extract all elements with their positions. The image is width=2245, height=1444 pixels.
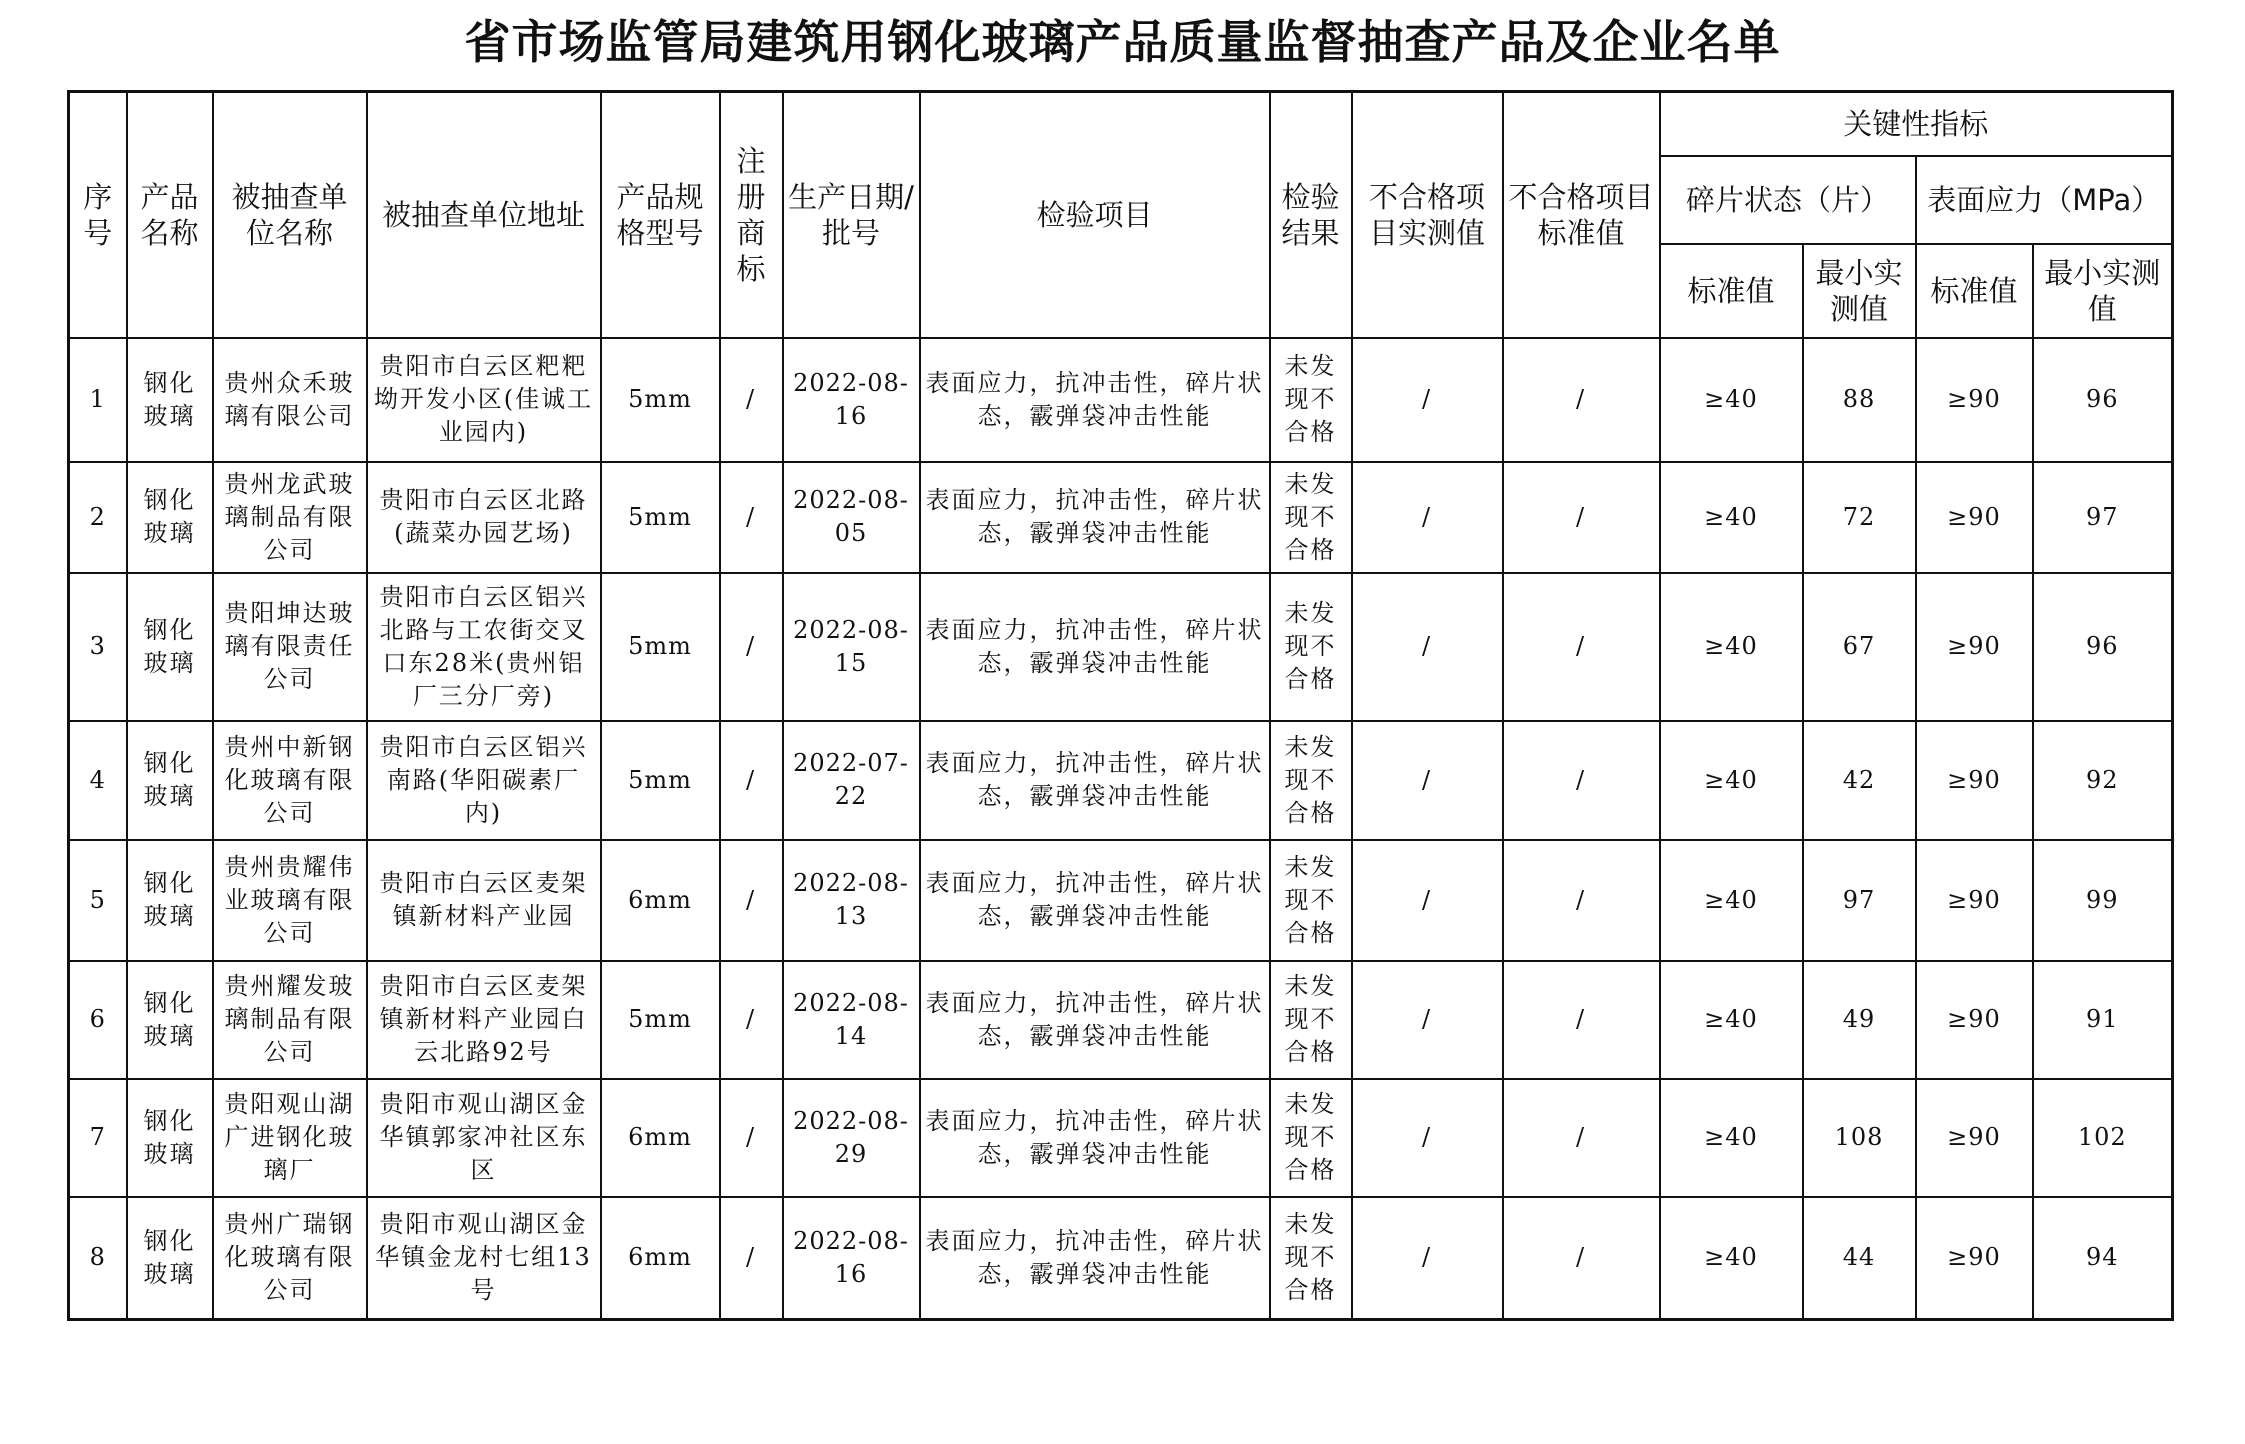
table-row [69,961,2173,1079]
table-row [69,721,2173,840]
cell-spec: 5mm [601,721,720,840]
cell-product: 钢化玻璃 [127,338,213,462]
cell-result: 未发现不合格 [1270,721,1352,840]
cell-result: 未发现不合格 [1270,338,1352,462]
cell-address: 贵阳市白云区铝兴南路(华阳碳素厂内) [367,721,601,840]
cell-fail-measured: / [1352,462,1503,573]
header-key-indicators: 关键性指标 [1660,92,2173,156]
cell-result: 未发现不合格 [1270,840,1352,961]
cell-fail-measured: / [1352,1197,1503,1320]
cell-result: 未发现不合格 [1270,961,1352,1079]
cell-seq: 7 [69,1079,127,1197]
header-fail-measured: 不合格项目实测值 [1352,92,1503,338]
cell-trademark: / [720,840,783,961]
cell-frag-min: 88 [1803,338,1916,462]
cell-stress-min: 96 [2033,573,2173,721]
header-inspection-items: 检验项目 [920,92,1270,338]
cell-date: 2022-08-13 [783,840,920,961]
cell-date: 2022-08-05 [783,462,920,573]
cell-stress-std: ≥90 [1916,1197,2033,1320]
cell-frag-std: ≥40 [1660,462,1803,573]
cell-result: 未发现不合格 [1270,462,1352,573]
cell-stress-min: 91 [2033,961,2173,1079]
cell-trademark: / [720,721,783,840]
cell-company: 贵州广瑞钢化玻璃有限公司 [213,1197,367,1320]
cell-trademark: / [720,1197,783,1320]
table-row [69,840,2173,961]
header-stress-standard: 标准值 [1916,244,2033,338]
cell-product: 钢化玻璃 [127,1079,213,1197]
cell-address: 贵阳市白云区粑粑坳开发小区(佳诚工业园内) [367,338,601,462]
cell-frag-min: 49 [1803,961,1916,1079]
cell-spec: 6mm [601,1079,720,1197]
cell-address: 贵阳市白云区麦架镇新材料产业园 [367,840,601,961]
cell-stress-min: 96 [2033,338,2173,462]
table-row [69,1197,2173,1320]
cell-fail-standard: / [1503,721,1660,840]
cell-company: 贵阳坤达玻璃有限责任公司 [213,573,367,721]
cell-frag-std: ≥40 [1660,1079,1803,1197]
header-trademark: 注册商标 [720,92,783,338]
cell-stress-min: 97 [2033,462,2173,573]
cell-stress-std: ≥90 [1916,961,2033,1079]
cell-stress-min: 102 [2033,1079,2173,1197]
cell-trademark: / [720,462,783,573]
cell-fail-standard: / [1503,1079,1660,1197]
cell-items: 表面应力，抗冲击性，碎片状态，霰弹袋冲击性能 [920,961,1270,1079]
header-seq: 序号 [69,92,127,338]
cell-seq: 1 [69,338,127,462]
cell-company: 贵州贵耀伟业玻璃有限公司 [213,840,367,961]
cell-fail-measured: / [1352,721,1503,840]
inspection-table [67,90,2174,1321]
page-title: 省市场监管局建筑用钢化玻璃产品质量监督抽查产品及企业名单 [464,15,1781,69]
cell-stress-min: 92 [2033,721,2173,840]
cell-fail-measured: / [1352,573,1503,721]
table-row [69,462,2173,573]
cell-date: 2022-07-22 [783,721,920,840]
cell-items: 表面应力，抗冲击性，碎片状态，霰弹袋冲击性能 [920,1079,1270,1197]
cell-spec: 6mm [601,1197,720,1320]
header-production-date: 生产日期/批号 [783,92,920,338]
cell-seq: 2 [69,462,127,573]
table-row [69,1079,2173,1197]
cell-frag-std: ≥40 [1660,961,1803,1079]
cell-address: 贵阳市白云区北路(蔬菜办园艺场) [367,462,601,573]
header-fragment-standard: 标准值 [1660,244,1803,338]
cell-fail-measured: / [1352,338,1503,462]
cell-date: 2022-08-29 [783,1079,920,1197]
cell-company: 贵州众禾玻璃有限公司 [213,338,367,462]
header-spec-model: 产品规格型号 [601,92,720,338]
cell-frag-min: 72 [1803,462,1916,573]
header-stress-min: 最小实测值 [2033,244,2173,338]
header-surface-stress: 表面应力（MPa） [1916,156,2173,244]
cell-frag-min: 67 [1803,573,1916,721]
cell-seq: 6 [69,961,127,1079]
cell-stress-min: 99 [2033,840,2173,961]
cell-stress-std: ≥90 [1916,840,2033,961]
header-company-address: 被抽查单位地址 [367,92,601,338]
cell-date: 2022-08-16 [783,1197,920,1320]
cell-trademark: / [720,573,783,721]
cell-seq: 3 [69,573,127,721]
cell-spec: 6mm [601,840,720,961]
cell-stress-std: ≥90 [1916,721,2033,840]
cell-result: 未发现不合格 [1270,1079,1352,1197]
cell-items: 表面应力，抗冲击性，碎片状态，霰弹袋冲击性能 [920,1197,1270,1320]
cell-company: 贵州龙武玻璃制品有限公司 [213,462,367,573]
cell-items: 表面应力，抗冲击性，碎片状态，霰弹袋冲击性能 [920,338,1270,462]
cell-frag-std: ≥40 [1660,573,1803,721]
cell-frag-std: ≥40 [1660,721,1803,840]
cell-fail-measured: / [1352,1079,1503,1197]
cell-seq: 4 [69,721,127,840]
cell-date: 2022-08-15 [783,573,920,721]
cell-spec: 5mm [601,462,720,573]
cell-spec: 5mm [601,961,720,1079]
cell-stress-std: ≥90 [1916,573,2033,721]
cell-trademark: / [720,338,783,462]
cell-fail-standard: / [1503,573,1660,721]
cell-frag-min: 42 [1803,721,1916,840]
cell-items: 表面应力，抗冲击性，碎片状态，霰弹袋冲击性能 [920,573,1270,721]
cell-frag-std: ≥40 [1660,1197,1803,1320]
cell-fail-measured: / [1352,961,1503,1079]
cell-frag-min: 44 [1803,1197,1916,1320]
header-fail-standard: 不合格项目标准值 [1503,92,1660,338]
cell-spec: 5mm [601,573,720,721]
cell-product: 钢化玻璃 [127,1197,213,1320]
cell-date: 2022-08-14 [783,961,920,1079]
cell-company: 贵州耀发玻璃制品有限公司 [213,961,367,1079]
cell-address: 贵阳市白云区麦架镇新材料产业园白云北路92号 [367,961,601,1079]
cell-company: 贵州中新钢化玻璃有限公司 [213,721,367,840]
cell-result: 未发现不合格 [1270,573,1352,721]
cell-items: 表面应力，抗冲击性，碎片状态，霰弹袋冲击性能 [920,721,1270,840]
cell-stress-std: ≥90 [1916,338,2033,462]
cell-result: 未发现不合格 [1270,1197,1352,1320]
header-result: 检验结果 [1270,92,1352,338]
table-body [69,338,2173,1320]
header-fragment-min: 最小实测值 [1803,244,1916,338]
cell-seq: 8 [69,1197,127,1320]
cell-fail-standard: / [1503,961,1660,1079]
cell-trademark: / [720,1079,783,1197]
cell-stress-std: ≥90 [1916,1079,2033,1197]
cell-stress-std: ≥90 [1916,462,2033,573]
header-product-name: 产品名称 [127,92,213,338]
table-row [69,573,2173,721]
cell-frag-std: ≥40 [1660,338,1803,462]
cell-fail-measured: / [1352,840,1503,961]
cell-frag-min: 108 [1803,1079,1916,1197]
cell-frag-min: 97 [1803,840,1916,961]
cell-trademark: / [720,961,783,1079]
cell-company: 贵阳观山湖广进钢化玻璃厂 [213,1079,367,1197]
cell-date: 2022-08-16 [783,338,920,462]
cell-stress-min: 94 [2033,1197,2173,1320]
cell-product: 钢化玻璃 [127,840,213,961]
table-header [69,92,2173,338]
header-company-name: 被抽查单位名称 [213,92,367,338]
cell-product: 钢化玻璃 [127,573,213,721]
header-fragment-state: 碎片状态（片） [1660,156,1916,244]
cell-address: 贵阳市观山湖区金华镇郭家冲社区东区 [367,1079,601,1197]
cell-items: 表面应力，抗冲击性，碎片状态，霰弹袋冲击性能 [920,462,1270,573]
table-row [69,338,2173,462]
cell-product: 钢化玻璃 [127,721,213,840]
cell-spec: 5mm [601,338,720,462]
cell-fail-standard: / [1503,1197,1660,1320]
cell-items: 表面应力，抗冲击性，碎片状态，霰弹袋冲击性能 [920,840,1270,961]
cell-address: 贵阳市白云区铝兴北路与工农街交叉口东28米(贵州铝厂三分厂旁) [367,573,601,721]
cell-product: 钢化玻璃 [127,462,213,573]
cell-address: 贵阳市观山湖区金华镇金龙村七组13号 [367,1197,601,1320]
cell-frag-std: ≥40 [1660,840,1803,961]
cell-fail-standard: / [1503,840,1660,961]
cell-product: 钢化玻璃 [127,961,213,1079]
cell-fail-standard: / [1503,462,1660,573]
cell-fail-standard: / [1503,338,1660,462]
cell-seq: 5 [69,840,127,961]
